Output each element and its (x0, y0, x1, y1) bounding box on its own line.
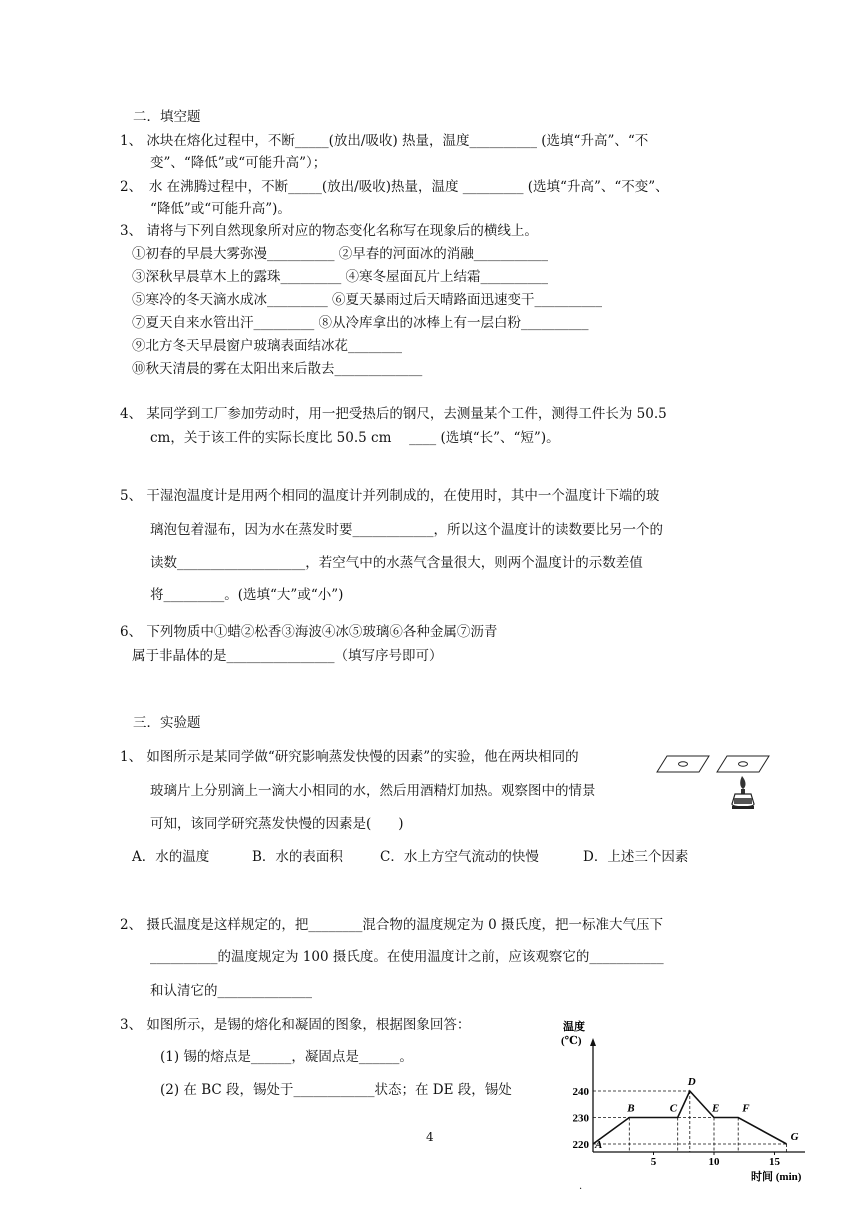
fill-q3-item: ①初春的早晨大雾弥漫__________ ②早春的河面冰的消融___________ (132, 246, 549, 262)
fill-q3-item: ⑨北方冬天早晨窗户玻璃表面结冰花________ (132, 338, 402, 354)
exp-q1-line3: 可知，该同学研究蒸发快慢的因素是( ) (150, 816, 404, 832)
chart-y-tick-label: 230 (572, 1112, 589, 1125)
fill-q3-item: ⑦夏天自来水管出汗_________ ⑧从冷库拿出的冰棒上有一层白粉__________ (132, 315, 589, 331)
chart-ylabel-line1: 温度 (563, 1021, 585, 1033)
page-number: 4 (426, 1130, 434, 1144)
exp-q1-option-a: A．水的温度 (132, 849, 210, 865)
chart-x-tick-label: 5 (650, 1156, 657, 1168)
fill-q4-line1: 4、 某同学到工厂参加劳动时，用一把受热后的钢尺，去测量某个工件，测得工件长为 50.5 (120, 406, 667, 422)
exp-q2-line2: __________的温度规定为 100 摄氏度。在使用温度计之前，应该观察它的___________ (150, 949, 664, 965)
fill-q5-line3: 读数___________________，若空气中的水蒸气含量很大，则两个温度计的示数差值 (150, 555, 643, 571)
fill-q2-line1: 2、 水 在沸腾过程中，不断_____(放出/吸收)热量，温度 _________ (选填“升高”、“不变”、 (120, 179, 669, 195)
chart-point-label: A (595, 1139, 603, 1151)
chart-point-label: C (669, 1102, 678, 1115)
glass-plate-right (717, 756, 769, 772)
alcohol-lamp-icon (732, 776, 754, 809)
exp-q1-option-c: C．水上方空气流动的快慢 (380, 849, 539, 865)
evaporation-figure (655, 752, 780, 824)
exp-q3: 3、 如图所示，是锡的熔化和凝固的图象，根据图象回答： (120, 1017, 471, 1033)
fill-q5-line1: 5、 干湿泡温度计是用两个相同的温度计并列制成的，在使用时，其中一个温度计下端的玻 (120, 488, 660, 504)
fill-q3-item: ⑤寒冷的冬天滴水成冰_________ ⑥夏天暴雨过后天晴路面迅速变干__________ (132, 292, 603, 308)
chart-ylabel-line2: (℃) (561, 1035, 582, 1047)
exp-q1-line2: 玻璃片上分别滴上一滴大小相同的水，然后用酒精灯加热。观察图中的情景 (150, 783, 596, 799)
exp-q1-option-b: B．水的表面积 (252, 849, 343, 865)
fill-q3-item: ③深秋早晨草木上的露珠_________ ④寒冬屋面瓦片上结霜__________ (132, 269, 549, 285)
chart-x-tick-label: 10 (708, 1156, 720, 1168)
exp-q3-sub2: (2) 在 BC 段，锡处于____________状态；在 DE 段，锡处 (160, 1082, 512, 1098)
chart-xlabel: 时间 (min) (751, 1171, 802, 1183)
fill-q1-line2: 变”、“降低”或“可能升高”）； (150, 155, 327, 171)
glass-plate-left (657, 756, 709, 772)
chart-y-tick-label: 220 (572, 1139, 589, 1151)
tin-melting-chart (555, 1018, 815, 1193)
chart-point-label: D (687, 1076, 696, 1088)
stray-mark: . (579, 1181, 583, 1192)
exp-q1-line1: 1、 如图所示是某同学做“研究影响蒸发快慢的因素”的实验，他在两块相同的 (120, 749, 579, 765)
exp-q2-line3: 和认清它的______________ (150, 983, 312, 999)
fill-q5-line4: 将_________。(选填“大”或“小”) (150, 587, 344, 603)
chart-point-label: B (627, 1102, 635, 1115)
chart-x-tick-label: 15 (769, 1156, 780, 1168)
fill-q3-item: ⑩秋天清晨的雾在太阳出来后散去_____________ (132, 361, 423, 377)
fill-q2-line2: “降低”或“可能升高”)。 (150, 201, 291, 217)
chart-point-label: G (790, 1131, 799, 1143)
fill-q4-line2: cm，关于该工件的实际长度比 50.5 cm ____ (选填“长”、“短”)。 (150, 430, 560, 446)
chart-point-label: E (712, 1102, 720, 1115)
fill-q3: 3、 请将与下列自然现象所对应的物态变化名称写在现象后的横线上。 (120, 223, 538, 239)
exp-q3-sub1: (1) 锡的熔点是______，凝固点是______。 (160, 1049, 413, 1065)
fill-q5-line2: 璃泡包着湿布，因为水在蒸发时要____________，所以这个温度计的读数要比另一个的 (150, 522, 663, 538)
fill-q6-line1: 6、 下列物质中①蜡②松香③海波④冰⑤玻璃⑥各种金属⑦沥青 (120, 624, 498, 640)
exp-q2-line1: 2、 摄氏温度是这样规定的，把________混合物的温度规定为 0 摄氏度，把一标准大气压下 (120, 917, 664, 933)
fill-q6-line2: 属于非晶体的是________________（填写序号即可） (132, 648, 443, 664)
chart-y-arrow (590, 1038, 596, 1046)
section2-heading: 二．填空题 (133, 109, 201, 125)
fill-q1-line1: 1、 冰块在熔化过程中，不断_____(放出/吸收) 热量，温度__________ (选填“升高”、“不 (120, 133, 649, 149)
section3-heading: 三．实验题 (133, 715, 201, 731)
exp-q1-option-d: D．上述三个因素 (583, 849, 689, 865)
chart-point-label: F (742, 1102, 750, 1115)
chart-y-tick-label: 240 (572, 1086, 589, 1098)
